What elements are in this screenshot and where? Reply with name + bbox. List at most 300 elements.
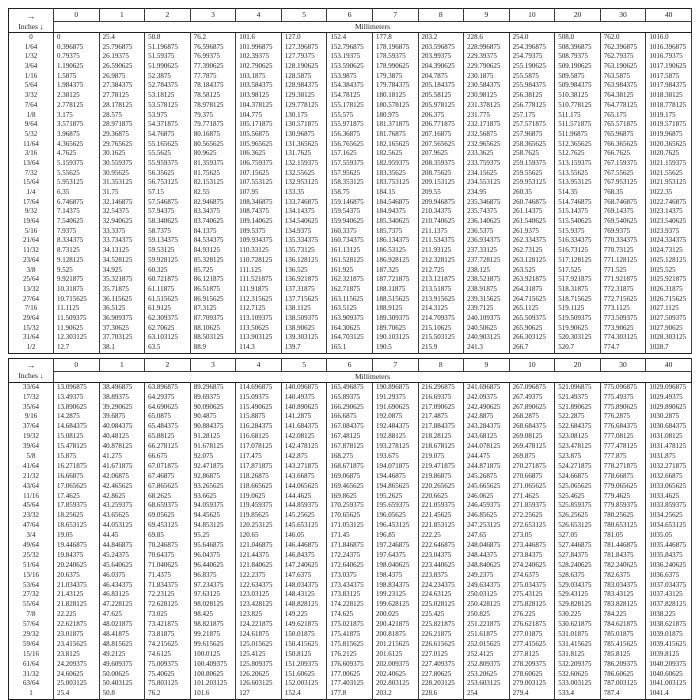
mm-value-cell: 215.10625: [418, 324, 464, 334]
row-label-inches: 63/64: [9, 679, 54, 689]
mm-value-cell: 191.29375: [372, 393, 418, 403]
mm-value-cell: 46.434375: [99, 581, 145, 591]
column-header: 40: [646, 358, 692, 371]
mm-value-cell: 766.365625: [600, 140, 646, 150]
mm-value-cell: 65.484375: [145, 422, 191, 432]
row-label-inches: 5/64: [9, 81, 54, 91]
mm-value-cell: 137.31875: [281, 285, 327, 295]
mm-value-cell: 1034.25625: [646, 511, 692, 521]
table-row: [9, 227, 692, 237]
mm-value-cell: 58.340625: [145, 217, 191, 227]
mm-value-cell: 165.1: [327, 343, 373, 353]
mm-value-cell: 40.48125: [99, 432, 145, 442]
mm-value-cell: 161.528125: [327, 256, 373, 266]
mm-value-cell: 210.34375: [418, 207, 464, 217]
mm-value-cell: 247.65: [464, 531, 510, 541]
row-label-inches: 21/64: [9, 236, 54, 246]
mm-value-cell: 207.16875: [418, 130, 464, 140]
table-row: [9, 285, 692, 295]
mm-value-cell: 235.346875: [464, 198, 510, 208]
mm-value-cell: 3.96875: [54, 130, 100, 140]
mm-value-cell: 273.05: [509, 531, 555, 541]
table-row: [9, 140, 692, 150]
mm-value-cell: 261.540625: [509, 217, 555, 227]
right-arrow-icon: →: [26, 360, 36, 371]
mm-value-cell: 20.6375: [54, 571, 100, 581]
mm-value-cell: 99.21875: [190, 630, 236, 640]
mm-value-cell: 1020.365625: [646, 140, 692, 150]
mm-value-cell: 61.515625: [145, 295, 191, 305]
mm-value-cell: 259.953125: [509, 178, 555, 188]
mm-value-cell: 18.25625: [54, 511, 100, 521]
column-header: 4: [236, 9, 282, 22]
table-row: [9, 120, 692, 130]
mm-value-cell: 270.271875: [509, 462, 555, 472]
mm-value-cell: 246.85625: [464, 511, 510, 521]
mm-value-cell: 142.08125: [281, 432, 327, 442]
mm-value-cell: 129.38125: [281, 91, 327, 101]
mm-value-cell: 508.0: [555, 33, 601, 43]
mm-value-cell: 134.9375: [281, 227, 327, 237]
mm-value-cell: 186.53125: [372, 246, 418, 256]
mm-value-cell: 514.35: [555, 188, 601, 198]
row-label-inches: 1/32: [9, 52, 54, 62]
mm-value-cell: 11.1125: [54, 304, 100, 314]
mm-value-cell: 152.003125: [281, 679, 327, 689]
row-label-inches: 3/32: [9, 91, 54, 101]
table-row: [9, 393, 692, 403]
mm-value-cell: 180.18125: [372, 91, 418, 101]
mm-value-cell: 104.378125: [236, 101, 282, 111]
mm-value-cell: 21.43125: [54, 590, 100, 600]
mm-value-cell: 515.14375: [555, 207, 601, 217]
mm-value-cell: 222.25: [418, 531, 464, 541]
row-label-inches: 7/64: [9, 101, 54, 111]
mm-value-cell: 136.525: [281, 266, 327, 276]
mm-value-cell: 42.8625: [99, 491, 145, 501]
mm-value-cell: 172.640625: [327, 561, 373, 571]
mm-value-cell: 151.60625: [281, 670, 327, 680]
row-label-inches: 3/16: [9, 149, 54, 159]
mm-value-cell: 67.46875: [145, 472, 191, 482]
mm-value-cell: 3.571875: [54, 120, 100, 130]
mm-value-cell: 766.7625: [600, 149, 646, 159]
mm-value-cell: 13.49375: [54, 393, 100, 403]
row-label-inches: 17/32: [9, 393, 54, 403]
mm-value-cell: 169.06875: [327, 472, 373, 482]
mm-value-cell: 772.31875: [600, 285, 646, 295]
mm-value-cell: 38.496875: [99, 382, 145, 392]
row-label-inches: 35/64: [9, 402, 54, 412]
mm-value-cell: 141.684375: [281, 422, 327, 432]
row-label-inches: 5/32: [9, 130, 54, 140]
mm-value-cell: 53.18125: [145, 91, 191, 101]
table-row: [9, 452, 692, 462]
mm-value-cell: 85.328125: [190, 256, 236, 266]
mm-value-cell: 160.734375: [327, 236, 373, 246]
mm-value-cell: 782.240625: [600, 561, 646, 571]
table-header: [9, 358, 692, 382]
mm-value-cell: 773.1125: [600, 304, 646, 314]
mm-value-cell: 30.95625: [99, 169, 145, 179]
mm-value-cell: 1027.90625: [646, 324, 692, 334]
mm-value-cell: 152.4: [281, 689, 327, 699]
mm-value-cell: 87.3125: [190, 304, 236, 314]
mm-value-cell: 251.221875: [464, 620, 510, 630]
mm-value-cell: 228.996875: [464, 43, 510, 53]
mm-value-cell: 49.609375: [99, 660, 145, 670]
mm-value-cell: 124.221875: [236, 620, 282, 630]
mm-value-cell: 63.5: [145, 343, 191, 353]
mm-value-cell: 31.75: [99, 188, 145, 198]
mm-value-cell: 101.203125: [190, 679, 236, 689]
mm-value-cell: 1025.525: [646, 266, 692, 276]
mm-value-cell: 232.171875: [464, 120, 510, 130]
row-label-inches: 9/64: [9, 120, 54, 130]
mm-value-cell: 168.671875: [327, 462, 373, 472]
mm-value-cell: 221.059375: [418, 501, 464, 511]
row-label-inches: 0: [9, 33, 54, 43]
mm-value-cell: 51.990625: [145, 62, 191, 72]
mm-value-cell: 765.571875: [600, 120, 646, 130]
mm-value-cell: 273.84375: [509, 551, 555, 561]
mm-value-cell: 767.159375: [600, 159, 646, 169]
mm-value-cell: 1028.7: [646, 343, 692, 353]
mm-value-cell: 521.890625: [555, 402, 601, 412]
mm-value-cell: 28.178125: [99, 101, 145, 111]
mm-value-cell: 255.190625: [509, 62, 555, 72]
mm-value-cell: 73.421875: [145, 620, 191, 630]
mm-value-cell: 53.975: [145, 111, 191, 121]
mm-value-cell: 512.365625: [555, 140, 601, 150]
mm-value-cell: 782.6375: [600, 571, 646, 581]
mm-value-cell: 120.253125: [236, 521, 282, 531]
mm-value-cell: 153.9875: [327, 72, 373, 82]
column-header: 0: [54, 9, 100, 22]
mm-value-cell: 1030.684375: [646, 422, 692, 432]
mm-value-cell: 513.55625: [555, 169, 601, 179]
mm-value-cell: 267.49375: [509, 393, 555, 403]
row-label-inches: 17/64: [9, 198, 54, 208]
table-row: [9, 169, 692, 179]
mm-value-cell: 512.7625: [555, 149, 601, 159]
mm-value-cell: 94.853125: [190, 521, 236, 531]
mm-value-cell: 152.796875: [327, 43, 373, 53]
mm-value-cell: 255.984375: [509, 81, 555, 91]
mm-value-cell: 776.2875: [600, 412, 646, 422]
row-label-inches: 9/16: [9, 412, 54, 422]
mm-value-cell: 212.328125: [418, 256, 464, 266]
column-header: 30: [600, 358, 646, 371]
mm-value-cell: 93.6625: [190, 491, 236, 501]
mm-value-cell: 32.146875: [99, 198, 145, 208]
mm-value-cell: 8.73125: [54, 246, 100, 256]
mm-value-cell: 152.4: [327, 33, 373, 43]
mm-value-cell: 1034.653125: [646, 521, 692, 531]
column-header: 7: [372, 9, 418, 22]
mm-value-cell: 275.828125: [509, 600, 555, 610]
mm-value-cell: 108.346875: [236, 198, 282, 208]
mm-value-cell: 66.675: [145, 452, 191, 462]
row-label-inches: 7/32: [9, 169, 54, 179]
mm-value-cell: 26.19375: [99, 52, 145, 62]
mm-value-cell: 1037.828125: [646, 600, 692, 610]
mm-value-cell: 517.921875: [555, 275, 601, 285]
mm-value-cell: 171.846875: [327, 541, 373, 551]
mm-value-cell: 130.175: [281, 111, 327, 121]
mm-value-cell: 1040.60625: [646, 670, 692, 680]
mm-value-cell: 515.540625: [555, 217, 601, 227]
mm-value-cell: 201.6125: [372, 650, 418, 660]
mm-value-cell: 1039.415625: [646, 640, 692, 650]
mm-value-cell: 225.425: [418, 610, 464, 620]
mm-value-cell: 86.915625: [190, 295, 236, 305]
mm-value-cell: 95.25: [190, 531, 236, 541]
mm-value-cell: 87.709375: [190, 314, 236, 324]
mm-value-cell: 14.684375: [54, 422, 100, 432]
mm-value-cell: 98.425: [190, 610, 236, 620]
mm-value-cell: 762.396875: [600, 43, 646, 53]
mm-value-cell: 12.303125: [54, 333, 100, 343]
mm-value-cell: 262.334375: [509, 236, 555, 246]
mm-value-cell: 128.984375: [281, 81, 327, 91]
mm-value-cell: 113.903125: [236, 333, 282, 343]
mm-value-cell: 90.884375: [190, 422, 236, 432]
table-row: [9, 571, 692, 581]
mm-value-cell: 252.4125: [464, 650, 510, 660]
mm-value-cell: 522.684375: [555, 422, 601, 432]
inch-to-mm-table-upper: [8, 8, 692, 354]
mm-value-cell: 257.571875: [509, 120, 555, 130]
mm-value-cell: 123.825: [236, 610, 282, 620]
mm-value-cell: 133.35: [281, 188, 327, 198]
mm-value-cell: 267.890625: [509, 402, 555, 412]
row-label-inches: 13/32: [9, 285, 54, 295]
mm-value-cell: 259.55625: [509, 169, 555, 179]
mm-value-cell: 24.209375: [54, 660, 100, 670]
mm-value-cell: 1023.14375: [646, 207, 692, 217]
mm-value-cell: 276.621875: [509, 620, 555, 630]
mm-value-cell: 25.4: [99, 33, 145, 43]
row-label-inches: 27/64: [9, 295, 54, 305]
mm-value-cell: 1033.4625: [646, 491, 692, 501]
row-label-inches: 19/32: [9, 432, 54, 442]
mm-value-cell: 43.259375: [99, 501, 145, 511]
mm-value-cell: 175.41875: [327, 630, 373, 640]
mm-value-cell: 203.596875: [418, 43, 464, 53]
mm-value-cell: 45.640625: [99, 561, 145, 571]
row-label-inches: 5/16: [9, 227, 54, 237]
row-label-inches: 29/32: [9, 630, 54, 640]
mm-value-cell: 511.175: [555, 111, 601, 121]
mm-value-cell: 261.14375: [509, 207, 555, 217]
mm-value-cell: 72.628125: [145, 600, 191, 610]
column-header: 1: [99, 9, 145, 22]
mm-value-cell: 44.45: [99, 531, 145, 541]
mm-value-cell: 103.1875: [236, 72, 282, 82]
mm-value-cell: 209.153125: [418, 178, 464, 188]
mm-value-cell: 186.928125: [372, 256, 418, 266]
mm-value-cell: 114.696875: [236, 382, 282, 392]
column-header: 3: [190, 358, 236, 371]
mm-value-cell: 118.26875: [236, 472, 282, 482]
mm-value-cell: 1026.715625: [646, 295, 692, 305]
mm-value-cell: 78.58125: [190, 91, 236, 101]
mm-value-cell: 171.053125: [327, 521, 373, 531]
mm-value-cell: 80.16875: [190, 130, 236, 140]
mm-value-cell: 115.09375: [236, 393, 282, 403]
mm-value-cell: 112.7125: [236, 304, 282, 314]
mm-value-cell: 198.040625: [372, 561, 418, 571]
mm-value-cell: 773.90625: [600, 324, 646, 334]
mm-value-cell: 517.525: [555, 266, 601, 276]
mm-value-cell: 69.05625: [145, 511, 191, 521]
mm-value-cell: 192.0875: [372, 412, 418, 422]
mm-value-cell: 46.0375: [99, 571, 145, 581]
mm-value-cell: 138.509375: [281, 314, 327, 324]
mm-value-cell: 95.646875: [190, 541, 236, 551]
mm-value-cell: 1017.984375: [646, 81, 692, 91]
mm-value-cell: 269.875: [509, 452, 555, 462]
mm-value-cell: 122.634375: [236, 581, 282, 591]
table-row: [9, 402, 692, 412]
mm-value-cell: 263.921875: [509, 275, 555, 285]
mm-value-cell: 202.803125: [372, 679, 418, 689]
mm-value-cell: 170.65625: [327, 511, 373, 521]
mm-value-cell: 220.265625: [418, 482, 464, 492]
mm-value-cell: 119.459375: [236, 501, 282, 511]
mm-value-cell: 1021.55625: [646, 169, 692, 179]
mm-value-cell: 134.14375: [281, 207, 327, 217]
mm-value-cell: 1017.190625: [646, 62, 692, 72]
mm-value-cell: 107.553125: [236, 178, 282, 188]
mm-value-cell: 1035.446875: [646, 541, 692, 551]
mm-value-cell: 271.4625: [509, 491, 555, 501]
mm-value-cell: 1028.303125: [646, 333, 692, 343]
column-number-row: [9, 9, 692, 22]
mm-value-cell: 88.9: [190, 343, 236, 353]
table-row: [9, 246, 692, 256]
mm-value-cell: 28.971875: [99, 120, 145, 130]
mm-value-cell: 271.065625: [509, 482, 555, 492]
mm-value-cell: 81.75625: [190, 169, 236, 179]
table-row: [9, 462, 692, 472]
mm-value-cell: 155.178125: [327, 101, 373, 111]
mm-value-cell: 245.26875: [464, 472, 510, 482]
mm-value-cell: 175.021875: [327, 620, 373, 630]
mm-value-cell: 77.7875: [190, 72, 236, 82]
mm-value-cell: 121.840625: [236, 561, 282, 571]
mm-value-cell: 188.11875: [372, 285, 418, 295]
mm-value-cell: 25.003125: [54, 679, 100, 689]
mm-value-cell: 20.240625: [54, 561, 100, 571]
row-label-inches: 13/64: [9, 159, 54, 169]
mm-value-cell: 775.890625: [600, 402, 646, 412]
mm-value-cell: 270.66875: [509, 472, 555, 482]
mm-value-cell: 219.86875: [418, 472, 464, 482]
mm-value-cell: 144.4625: [281, 491, 327, 501]
mm-value-cell: 38.1: [99, 343, 145, 353]
table-row: [9, 188, 692, 198]
mm-value-cell: 64.29375: [145, 393, 191, 403]
mm-value-cell: 5.953125: [54, 178, 100, 188]
mm-value-cell: 22.621875: [54, 620, 100, 630]
mm-value-cell: 199.23125: [372, 590, 418, 600]
mm-value-cell: 177.8: [327, 689, 373, 699]
row-label-inches: 11/64: [9, 140, 54, 150]
mm-value-cell: 184.94375: [372, 207, 418, 217]
mm-value-cell: 223.8375: [418, 571, 464, 581]
mm-value-cell: 259.159375: [509, 159, 555, 169]
mm-value-cell: 190.103125: [372, 333, 418, 343]
mm-value-cell: 260.746875: [509, 198, 555, 208]
mm-value-cell: 192.484375: [372, 422, 418, 432]
mm-value-cell: 184.15: [372, 188, 418, 198]
mm-value-cell: 1022.35: [646, 188, 692, 198]
mm-value-cell: 244.078125: [464, 442, 510, 452]
row-label-inches: 1/4: [9, 188, 54, 198]
mm-value-cell: 1023.540625: [646, 217, 692, 227]
mm-value-cell: 1031.875: [646, 452, 692, 462]
row-label-inches: 1/16: [9, 72, 54, 82]
mm-value-cell: 189.70625: [372, 324, 418, 334]
row-label-inches: 3/64: [9, 62, 54, 72]
mm-value-cell: 784.225: [600, 610, 646, 620]
mm-value-cell: 212.725: [418, 266, 464, 276]
mm-value-cell: 237.33125: [464, 246, 510, 256]
mm-value-cell: 109.934375: [236, 236, 282, 246]
mm-value-cell: 91.28125: [190, 432, 236, 442]
mm-value-cell: 194.865625: [372, 482, 418, 492]
table-row: [9, 333, 692, 343]
table-row: [9, 52, 692, 62]
mm-value-cell: 171.45: [327, 531, 373, 541]
mm-value-cell: 162.71875: [327, 285, 373, 295]
mm-value-cell: 110.33125: [236, 246, 282, 256]
mm-value-cell: 149.225: [281, 610, 327, 620]
mm-value-cell: 202.009375: [372, 660, 418, 670]
row-label-inches: 27/32: [9, 590, 54, 600]
mm-value-cell: 768.746875: [600, 198, 646, 208]
mm-value-cell: 60.325: [145, 266, 191, 276]
mm-value-cell: 109.5375: [236, 227, 282, 237]
mm-value-cell: 1027.509375: [646, 314, 692, 324]
mm-value-cell: 86.121875: [190, 275, 236, 285]
mm-value-cell: 216.69375: [418, 393, 464, 403]
mm-value-cell: 142.478125: [281, 442, 327, 452]
mm-value-cell: 105.171875: [236, 120, 282, 130]
table-row: [9, 43, 692, 53]
mm-value-cell: 262.73125: [509, 246, 555, 256]
mm-value-cell: 1040.209375: [646, 660, 692, 670]
mm-value-cell: 211.534375: [418, 236, 464, 246]
mm-value-cell: 85.725: [190, 266, 236, 276]
mm-value-cell: 23.8125: [54, 650, 100, 660]
mm-value-cell: 101.996875: [236, 43, 282, 53]
mm-value-cell: 225.028125: [418, 600, 464, 610]
mm-value-cell: 78.184375: [190, 81, 236, 91]
mm-value-cell: 783.43125: [600, 590, 646, 600]
mm-value-cell: 79.771875: [190, 120, 236, 130]
row-label-inches: 15/16: [9, 650, 54, 660]
mm-value-cell: 72.23125: [145, 590, 191, 600]
table-row: [9, 581, 692, 591]
table-row: [9, 217, 692, 227]
mm-value-cell: 134.540625: [281, 217, 327, 227]
mm-value-cell: 279.003125: [509, 679, 555, 689]
mm-value-cell: 250.428125: [464, 600, 510, 610]
mm-value-cell: 230.98125: [464, 91, 510, 101]
